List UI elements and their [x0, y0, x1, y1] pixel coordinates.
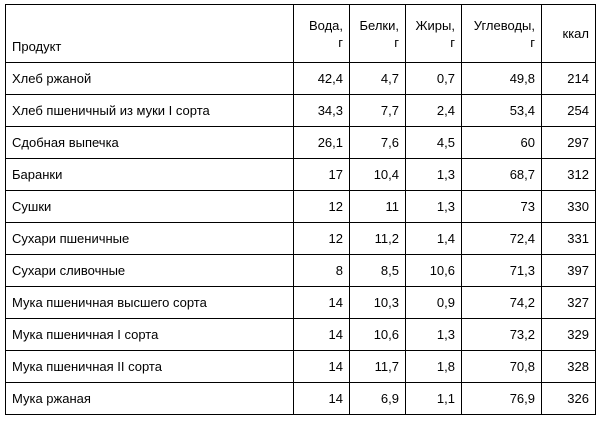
cell-carbs: 68,7 [462, 159, 542, 191]
cell-product: Сушки [6, 191, 294, 223]
cell-water: 42,4 [294, 63, 350, 95]
cell-kcal: 297 [542, 127, 596, 159]
cell-protein: 7,7 [350, 95, 406, 127]
cell-carbs: 72,4 [462, 223, 542, 255]
cell-product: Мука пшеничная II сорта [6, 351, 294, 383]
table-row [6, 63, 596, 95]
cell-protein: 10,6 [350, 319, 406, 351]
cell-carbs: 60 [462, 127, 542, 159]
cell-product: Сдобная выпечка [6, 127, 294, 159]
cell-fat: 1,3 [406, 319, 462, 351]
cell-product: Хлеб пшеничный из муки I сорта [6, 95, 294, 127]
cell-kcal: 329 [542, 319, 596, 351]
header-fat-line1: Жиры, [415, 17, 455, 33]
table-row [6, 127, 596, 159]
cell-fat: 1,1 [406, 383, 462, 415]
cell-product: Баранки [6, 159, 294, 191]
table-row [6, 287, 596, 319]
cell-protein: 7,6 [350, 127, 406, 159]
cell-fat: 1,4 [406, 223, 462, 255]
cell-fat: 1,3 [406, 159, 462, 191]
cell-protein: 11,7 [350, 351, 406, 383]
cell-water: 14 [294, 383, 350, 415]
cell-water: 12 [294, 191, 350, 223]
cell-fat: 2,4 [406, 95, 462, 127]
cell-kcal: 397 [542, 255, 596, 287]
cell-protein: 10,4 [350, 159, 406, 191]
header-water-line2: г [338, 34, 343, 50]
cell-protein: 6,9 [350, 383, 406, 415]
cell-water: 12 [294, 223, 350, 255]
cell-kcal: 327 [542, 287, 596, 319]
table-row [6, 255, 596, 287]
cell-protein: 11 [350, 191, 406, 223]
cell-product: Сухари пшеничные [6, 223, 294, 255]
header-carbs [462, 5, 542, 63]
table-row [6, 319, 596, 351]
cell-fat: 1,8 [406, 351, 462, 383]
table-row [6, 95, 596, 127]
cell-carbs: 49,8 [462, 63, 542, 95]
cell-kcal: 214 [542, 63, 596, 95]
cell-carbs: 73 [462, 191, 542, 223]
cell-carbs: 73,2 [462, 319, 542, 351]
table-row [6, 351, 596, 383]
cell-kcal: 331 [542, 223, 596, 255]
cell-fat: 10,6 [406, 255, 462, 287]
cell-water: 14 [294, 319, 350, 351]
cell-protein: 4,7 [350, 63, 406, 95]
header-protein [350, 5, 406, 63]
cell-water: 17 [294, 159, 350, 191]
cell-fat: 4,5 [406, 127, 462, 159]
cell-product: Сухари сливочные [6, 255, 294, 287]
header-water [294, 5, 350, 63]
table-header-row [6, 5, 596, 63]
cell-water: 14 [294, 287, 350, 319]
cell-fat: 1,3 [406, 191, 462, 223]
header-kcal: ккал [542, 5, 596, 63]
cell-water: 26,1 [294, 127, 350, 159]
cell-protein: 8,5 [350, 255, 406, 287]
cell-kcal: 330 [542, 191, 596, 223]
cell-carbs: 74,2 [462, 287, 542, 319]
header-fat-line2: г [450, 34, 455, 50]
cell-fat: 0,7 [406, 63, 462, 95]
header-carbs-line1: Углеводы, [473, 17, 535, 33]
cell-kcal: 312 [542, 159, 596, 191]
cell-kcal: 326 [542, 383, 596, 415]
cell-product: Хлеб ржаной [6, 63, 294, 95]
table-row [6, 383, 596, 415]
table-row [6, 159, 596, 191]
cell-fat: 0,9 [406, 287, 462, 319]
cell-carbs: 71,3 [462, 255, 542, 287]
cell-carbs: 53,4 [462, 95, 542, 127]
table-row [6, 191, 596, 223]
cell-water: 14 [294, 351, 350, 383]
header-product: Продукт [6, 5, 294, 63]
nutrition-table [5, 4, 596, 415]
cell-product: Мука пшеничная I сорта [6, 319, 294, 351]
cell-protein: 10,3 [350, 287, 406, 319]
header-water-line1: Вода, [308, 17, 343, 33]
cell-water: 8 [294, 255, 350, 287]
header-protein-line1: Белки, [359, 17, 399, 33]
cell-kcal: 254 [542, 95, 596, 127]
cell-water: 34,3 [294, 95, 350, 127]
cell-carbs: 76,9 [462, 383, 542, 415]
cell-carbs: 70,8 [462, 351, 542, 383]
cell-kcal: 328 [542, 351, 596, 383]
cell-product: Мука ржаная [6, 383, 294, 415]
header-carbs-line2: г [530, 34, 535, 50]
header-protein-line2: г [394, 34, 399, 50]
cell-protein: 11,2 [350, 223, 406, 255]
header-fat [406, 5, 462, 63]
table-row [6, 223, 596, 255]
cell-product: Мука пшеничная высшего сорта [6, 287, 294, 319]
